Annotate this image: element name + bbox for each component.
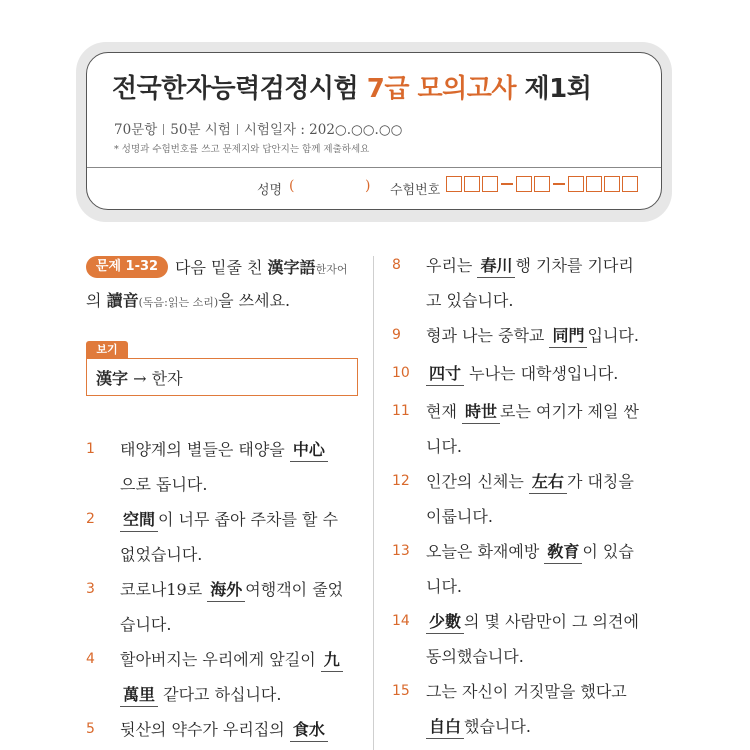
question-hanja: 少數 [426, 612, 464, 634]
example-answer: 한자 [151, 369, 183, 388]
example-arrow: → [133, 369, 147, 388]
question-hanja: 左右 [529, 472, 567, 494]
question-14 [392, 604, 664, 674]
question-text: 그는 자신이 거짓말을 했다고 [426, 682, 627, 701]
question-text: 四寸 누나는 대학생입니다. [426, 356, 618, 391]
question-text: 오늘은 화재예방 敎育 이 있습 [426, 534, 634, 569]
question-number: 3 [86, 581, 95, 597]
question-text-cont: 동의했습니다. [426, 647, 524, 666]
question-text: 할아버지는 우리에게 앞길이 九 [120, 642, 343, 677]
question-12 [392, 464, 664, 534]
question-range-badge: 문제 1-32 [86, 256, 168, 278]
question-11 [392, 394, 664, 464]
question-text: 인간의 신체는 左右 가 대칭을 [426, 464, 634, 499]
question-3 [86, 572, 358, 642]
meta-separator [163, 124, 164, 135]
id-digit-box [586, 176, 602, 192]
instruction-line-2 [86, 288, 290, 311]
title-grade: 7급 [366, 74, 409, 104]
question-number: 9 [392, 327, 401, 343]
question-hanja: 食水 [290, 720, 328, 742]
id-digit-box [516, 176, 532, 192]
example-hanja: 漢字 [96, 369, 129, 388]
instruction-text: 을 쓰세요. [218, 291, 291, 310]
name-paren-open: ( [289, 178, 295, 194]
question-text: 우리는 春川 행 기차를 기다리 [426, 248, 634, 283]
question-number: 15 [392, 683, 410, 699]
title-round: 제1회 [524, 74, 592, 104]
title-mock: 모의고사 [417, 74, 516, 104]
question-number: 12 [392, 473, 410, 489]
id-digit-box [482, 176, 498, 192]
instruction-hanja: 漢字語 [267, 258, 316, 277]
question-text: 空間 이 너무 좁아 주차를 할 수 [120, 502, 338, 537]
column-divider [373, 256, 374, 750]
question-number: 14 [392, 613, 410, 629]
question-number: 8 [392, 257, 401, 273]
question-hanja: 九 [321, 650, 343, 672]
submission-note: * 성명과 수험번호를 쓰고 문제지와 답안지는 함께 제출하세요 [114, 144, 370, 155]
meta-date: 시험일자 : 202○.○○.○○ [243, 122, 403, 138]
meta-separator [237, 124, 238, 135]
instruction-line-1 [175, 255, 347, 278]
question-hanja: 自白 [426, 717, 464, 739]
question-text-cont: 습니다. [120, 615, 172, 634]
id-digit-box [604, 176, 620, 192]
question-text: 현재 時世 로는 여기가 제일 싼 [426, 394, 639, 429]
question-hanja: 時世 [462, 402, 500, 424]
instruction-gloss: (독음:읽는 소리) [138, 296, 219, 309]
question-hanja: 春川 [477, 256, 515, 278]
instruction-text: 의 [86, 291, 102, 310]
question-number: 5 [86, 721, 95, 737]
question-2 [86, 502, 358, 572]
id-digit-box [446, 176, 462, 192]
question-number: 13 [392, 543, 410, 559]
name-paren-close: ) [365, 178, 371, 194]
id-dash [501, 183, 513, 185]
question-text: 코로나19로 海外 여행객이 줄었 [120, 572, 343, 607]
page-title [112, 68, 591, 105]
question-text-cont: 고 있습니다. [426, 291, 514, 310]
question-hanja: 敎育 [544, 542, 582, 564]
meta-questions: 70문항 [114, 122, 158, 138]
question-text: 태양계의 별들은 태양을 中心 [120, 432, 328, 467]
question-9 [392, 318, 664, 354]
name-label: 성명 [257, 183, 283, 198]
question-number: 11 [392, 403, 410, 419]
question-text-cont: 으로 돕니다. [120, 475, 208, 494]
question-hanja: 萬里 [120, 685, 158, 707]
question-text-cont: 없었습니다. [120, 545, 203, 564]
question-1 [86, 432, 358, 502]
id-dash [553, 183, 565, 185]
question-text-cont: 이룹니다. [426, 507, 493, 526]
question-hanja: 中心 [290, 440, 328, 462]
meta-time: 50분 시험 [170, 122, 231, 138]
question-text-cont: 니다. [426, 577, 462, 596]
question-8 [392, 248, 664, 318]
id-digit-box [464, 176, 480, 192]
question-15 [392, 674, 664, 744]
question-text-cont: 萬里 같다고 하십니다. [120, 677, 281, 712]
question-hanja: 四寸 [426, 364, 464, 386]
example-tab: 보기 [86, 341, 128, 359]
question-number: 10 [392, 365, 410, 381]
id-digit-box [534, 176, 550, 192]
question-text-cont: 니다. [426, 437, 462, 456]
question-5 [86, 712, 358, 748]
question-hanja: 海外 [207, 580, 245, 602]
question-number: 2 [86, 511, 95, 527]
question-4 [86, 642, 358, 712]
question-number: 4 [86, 651, 95, 667]
id-number-boxes [446, 176, 640, 192]
question-hanja: 同門 [549, 326, 587, 348]
question-10 [392, 356, 664, 392]
id-digit-box [622, 176, 638, 192]
question-text-cont: 自白 했습니다. [426, 709, 531, 744]
question-hanja: 空間 [120, 510, 158, 532]
question-text: 少數 의 몇 사람만이 그 의견에 [426, 604, 639, 639]
instruction-text: 다음 밑줄 친 [175, 258, 263, 277]
id-digit-box [568, 176, 584, 192]
question-number: 1 [86, 441, 95, 457]
header-divider [87, 167, 661, 168]
instruction-gloss: 한자어 [315, 263, 348, 276]
question-text: 뒷산의 약수가 우리집의 食水 [120, 712, 328, 747]
id-label: 수험번호 [390, 183, 441, 198]
question-13 [392, 534, 664, 604]
title-main: 전국한자능력검정시험 [112, 74, 359, 104]
exam-meta [114, 118, 402, 138]
instruction-hanja: 讀音 [106, 291, 139, 310]
example-content [96, 366, 183, 389]
question-text: 형과 나는 중학교 同門 입니다. [426, 318, 639, 353]
